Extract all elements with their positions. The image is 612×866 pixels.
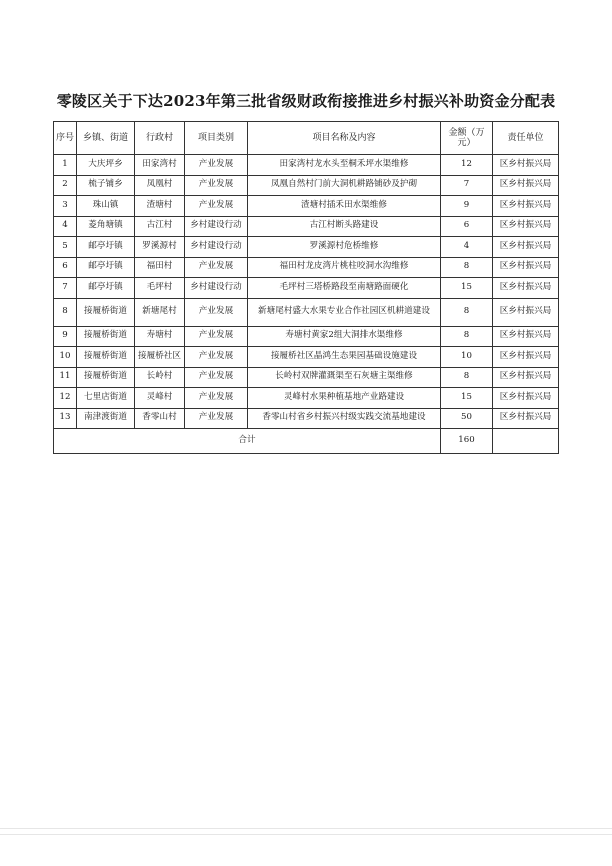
scan-edge-line <box>0 828 612 829</box>
cell-amount: 8 <box>441 298 493 326</box>
cell-no: 8 <box>54 298 77 326</box>
table-row <box>54 196 559 217</box>
cell-village: 接履桥社区 <box>135 347 185 368</box>
cell-town: 珠山镇 <box>77 196 135 217</box>
cell-unit: 区乡村振兴局 <box>493 216 559 237</box>
cell-town: 接履桥街道 <box>77 298 135 326</box>
table-row <box>54 155 559 176</box>
cell-no: 13 <box>54 408 77 429</box>
cell-no: 7 <box>54 278 77 299</box>
cell-amount: 7 <box>441 175 493 196</box>
cell-unit: 区乡村振兴局 <box>493 408 559 429</box>
cell-village: 罗溪源村 <box>135 237 185 258</box>
table-row <box>54 257 559 278</box>
table-row <box>54 278 559 299</box>
header-project: 项目名称及内容 <box>248 122 441 155</box>
cell-project: 寿塘村黄家2组大洞排水渠维修 <box>248 326 441 347</box>
cell-amount: 6 <box>441 216 493 237</box>
header-town: 乡镇、街道 <box>77 122 135 155</box>
cell-village: 田家湾村 <box>135 155 185 176</box>
cell-no: 5 <box>54 237 77 258</box>
cell-project: 古江村断头路建设 <box>248 216 441 237</box>
cell-no: 6 <box>54 257 77 278</box>
cell-category: 产业发展 <box>185 175 248 196</box>
table-row <box>54 237 559 258</box>
cell-village: 长岭村 <box>135 367 185 388</box>
cell-unit: 区乡村振兴局 <box>493 326 559 347</box>
table-row <box>54 326 559 347</box>
cell-category: 产业发展 <box>185 347 248 368</box>
cell-no: 9 <box>54 326 77 347</box>
table-row <box>54 216 559 237</box>
cell-town: 邮亭圩镇 <box>77 278 135 299</box>
cell-category: 产业发展 <box>185 196 248 217</box>
cell-category: 产业发展 <box>185 155 248 176</box>
cell-amount: 15 <box>441 278 493 299</box>
cell-category: 产业发展 <box>185 367 248 388</box>
cell-town: 接履桥街道 <box>77 367 135 388</box>
cell-project: 田家湾村龙水头至桐禾坪水渠维修 <box>248 155 441 176</box>
document-title: 零陵区关于下达2023年第三批省级财政衔接推进乡村振兴补助资金分配表 <box>56 92 556 110</box>
header-unit: 责任单位 <box>493 122 559 155</box>
cell-town: 梳子铺乡 <box>77 175 135 196</box>
cell-town: 邮亭圩镇 <box>77 257 135 278</box>
table-row <box>54 388 559 409</box>
cell-village: 古江村 <box>135 216 185 237</box>
table-row <box>54 175 559 196</box>
cell-town: 邮亭圩镇 <box>77 237 135 258</box>
cell-category: 产业发展 <box>185 298 248 326</box>
cell-no: 12 <box>54 388 77 409</box>
cell-category: 产业发展 <box>185 326 248 347</box>
cell-category: 乡村建设行动 <box>185 237 248 258</box>
scan-edge-line <box>0 834 612 835</box>
cell-amount: 4 <box>441 237 493 258</box>
cell-unit: 区乡村振兴局 <box>493 298 559 326</box>
header-no: 序号 <box>54 122 77 155</box>
cell-unit: 区乡村振兴局 <box>493 175 559 196</box>
total-unit-cell <box>493 429 559 454</box>
table-row <box>54 408 559 429</box>
cell-town: 接履桥街道 <box>77 347 135 368</box>
cell-amount: 15 <box>441 388 493 409</box>
cell-unit: 区乡村振兴局 <box>493 196 559 217</box>
cell-category: 乡村建设行动 <box>185 278 248 299</box>
cell-category: 产业发展 <box>185 257 248 278</box>
cell-category: 乡村建设行动 <box>185 216 248 237</box>
cell-no: 10 <box>54 347 77 368</box>
cell-village: 毛坪村 <box>135 278 185 299</box>
cell-town: 菱角塘镇 <box>77 216 135 237</box>
cell-project: 福田村龙皮湾片桃柱咬洞水沟维修 <box>248 257 441 278</box>
cell-amount: 12 <box>441 155 493 176</box>
cell-amount: 8 <box>441 367 493 388</box>
cell-village: 香零山村 <box>135 408 185 429</box>
cell-project: 接履桥社区晶鸿生态果园基础设施建设 <box>248 347 441 368</box>
cell-amount: 50 <box>441 408 493 429</box>
cell-village: 新塘尾村 <box>135 298 185 326</box>
allocation-table <box>53 121 559 454</box>
cell-unit: 区乡村振兴局 <box>493 388 559 409</box>
table-row <box>54 347 559 368</box>
cell-town: 七里店街道 <box>77 388 135 409</box>
cell-unit: 区乡村振兴局 <box>493 347 559 368</box>
cell-village: 福田村 <box>135 257 185 278</box>
total-row <box>54 429 559 454</box>
cell-category: 产业发展 <box>185 408 248 429</box>
cell-town: 南津渡街道 <box>77 408 135 429</box>
cell-village: 凤凰村 <box>135 175 185 196</box>
cell-project: 新塘尾村盛大水果专业合作社园区机耕道建设 <box>248 298 441 326</box>
cell-no: 1 <box>54 155 77 176</box>
total-amount: 160 <box>441 429 493 454</box>
cell-amount: 10 <box>441 347 493 368</box>
cell-village: 渣塘村 <box>135 196 185 217</box>
cell-unit: 区乡村振兴局 <box>493 155 559 176</box>
cell-town: 大庆坪乡 <box>77 155 135 176</box>
cell-category: 产业发展 <box>185 388 248 409</box>
cell-project: 罗溪源村危桥维修 <box>248 237 441 258</box>
cell-unit: 区乡村振兴局 <box>493 278 559 299</box>
cell-no: 4 <box>54 216 77 237</box>
cell-village: 灵峰村 <box>135 388 185 409</box>
cell-project: 凤凰自然村门前大洞机耕路铺砂及护砌 <box>248 175 441 196</box>
header-category: 项目类别 <box>185 122 248 155</box>
table-row <box>54 298 559 326</box>
cell-amount: 8 <box>441 326 493 347</box>
header-village: 行政村 <box>135 122 185 155</box>
total-label: 合计 <box>54 429 441 454</box>
cell-project: 毛坪村三塔桥路段至南塘路面硬化 <box>248 278 441 299</box>
header-amount: 金额（万元） <box>441 122 493 155</box>
cell-project: 香零山村省乡村振兴村级实践交流基地建设 <box>248 408 441 429</box>
cell-project: 灵峰村水果种植基地产业路建设 <box>248 388 441 409</box>
cell-unit: 区乡村振兴局 <box>493 237 559 258</box>
cell-project: 渣塘村插禾田水渠维修 <box>248 196 441 217</box>
cell-no: 2 <box>54 175 77 196</box>
cell-no: 11 <box>54 367 77 388</box>
cell-unit: 区乡村振兴局 <box>493 257 559 278</box>
cell-project: 长岭村双牌灌溉渠至石灰塘主渠维修 <box>248 367 441 388</box>
cell-amount: 8 <box>441 257 493 278</box>
cell-unit: 区乡村振兴局 <box>493 367 559 388</box>
cell-no: 3 <box>54 196 77 217</box>
cell-town: 接履桥街道 <box>77 326 135 347</box>
table-header-row <box>54 122 559 155</box>
table-body <box>54 155 559 429</box>
cell-village: 寿塘村 <box>135 326 185 347</box>
cell-amount: 9 <box>441 196 493 217</box>
table-row <box>54 367 559 388</box>
